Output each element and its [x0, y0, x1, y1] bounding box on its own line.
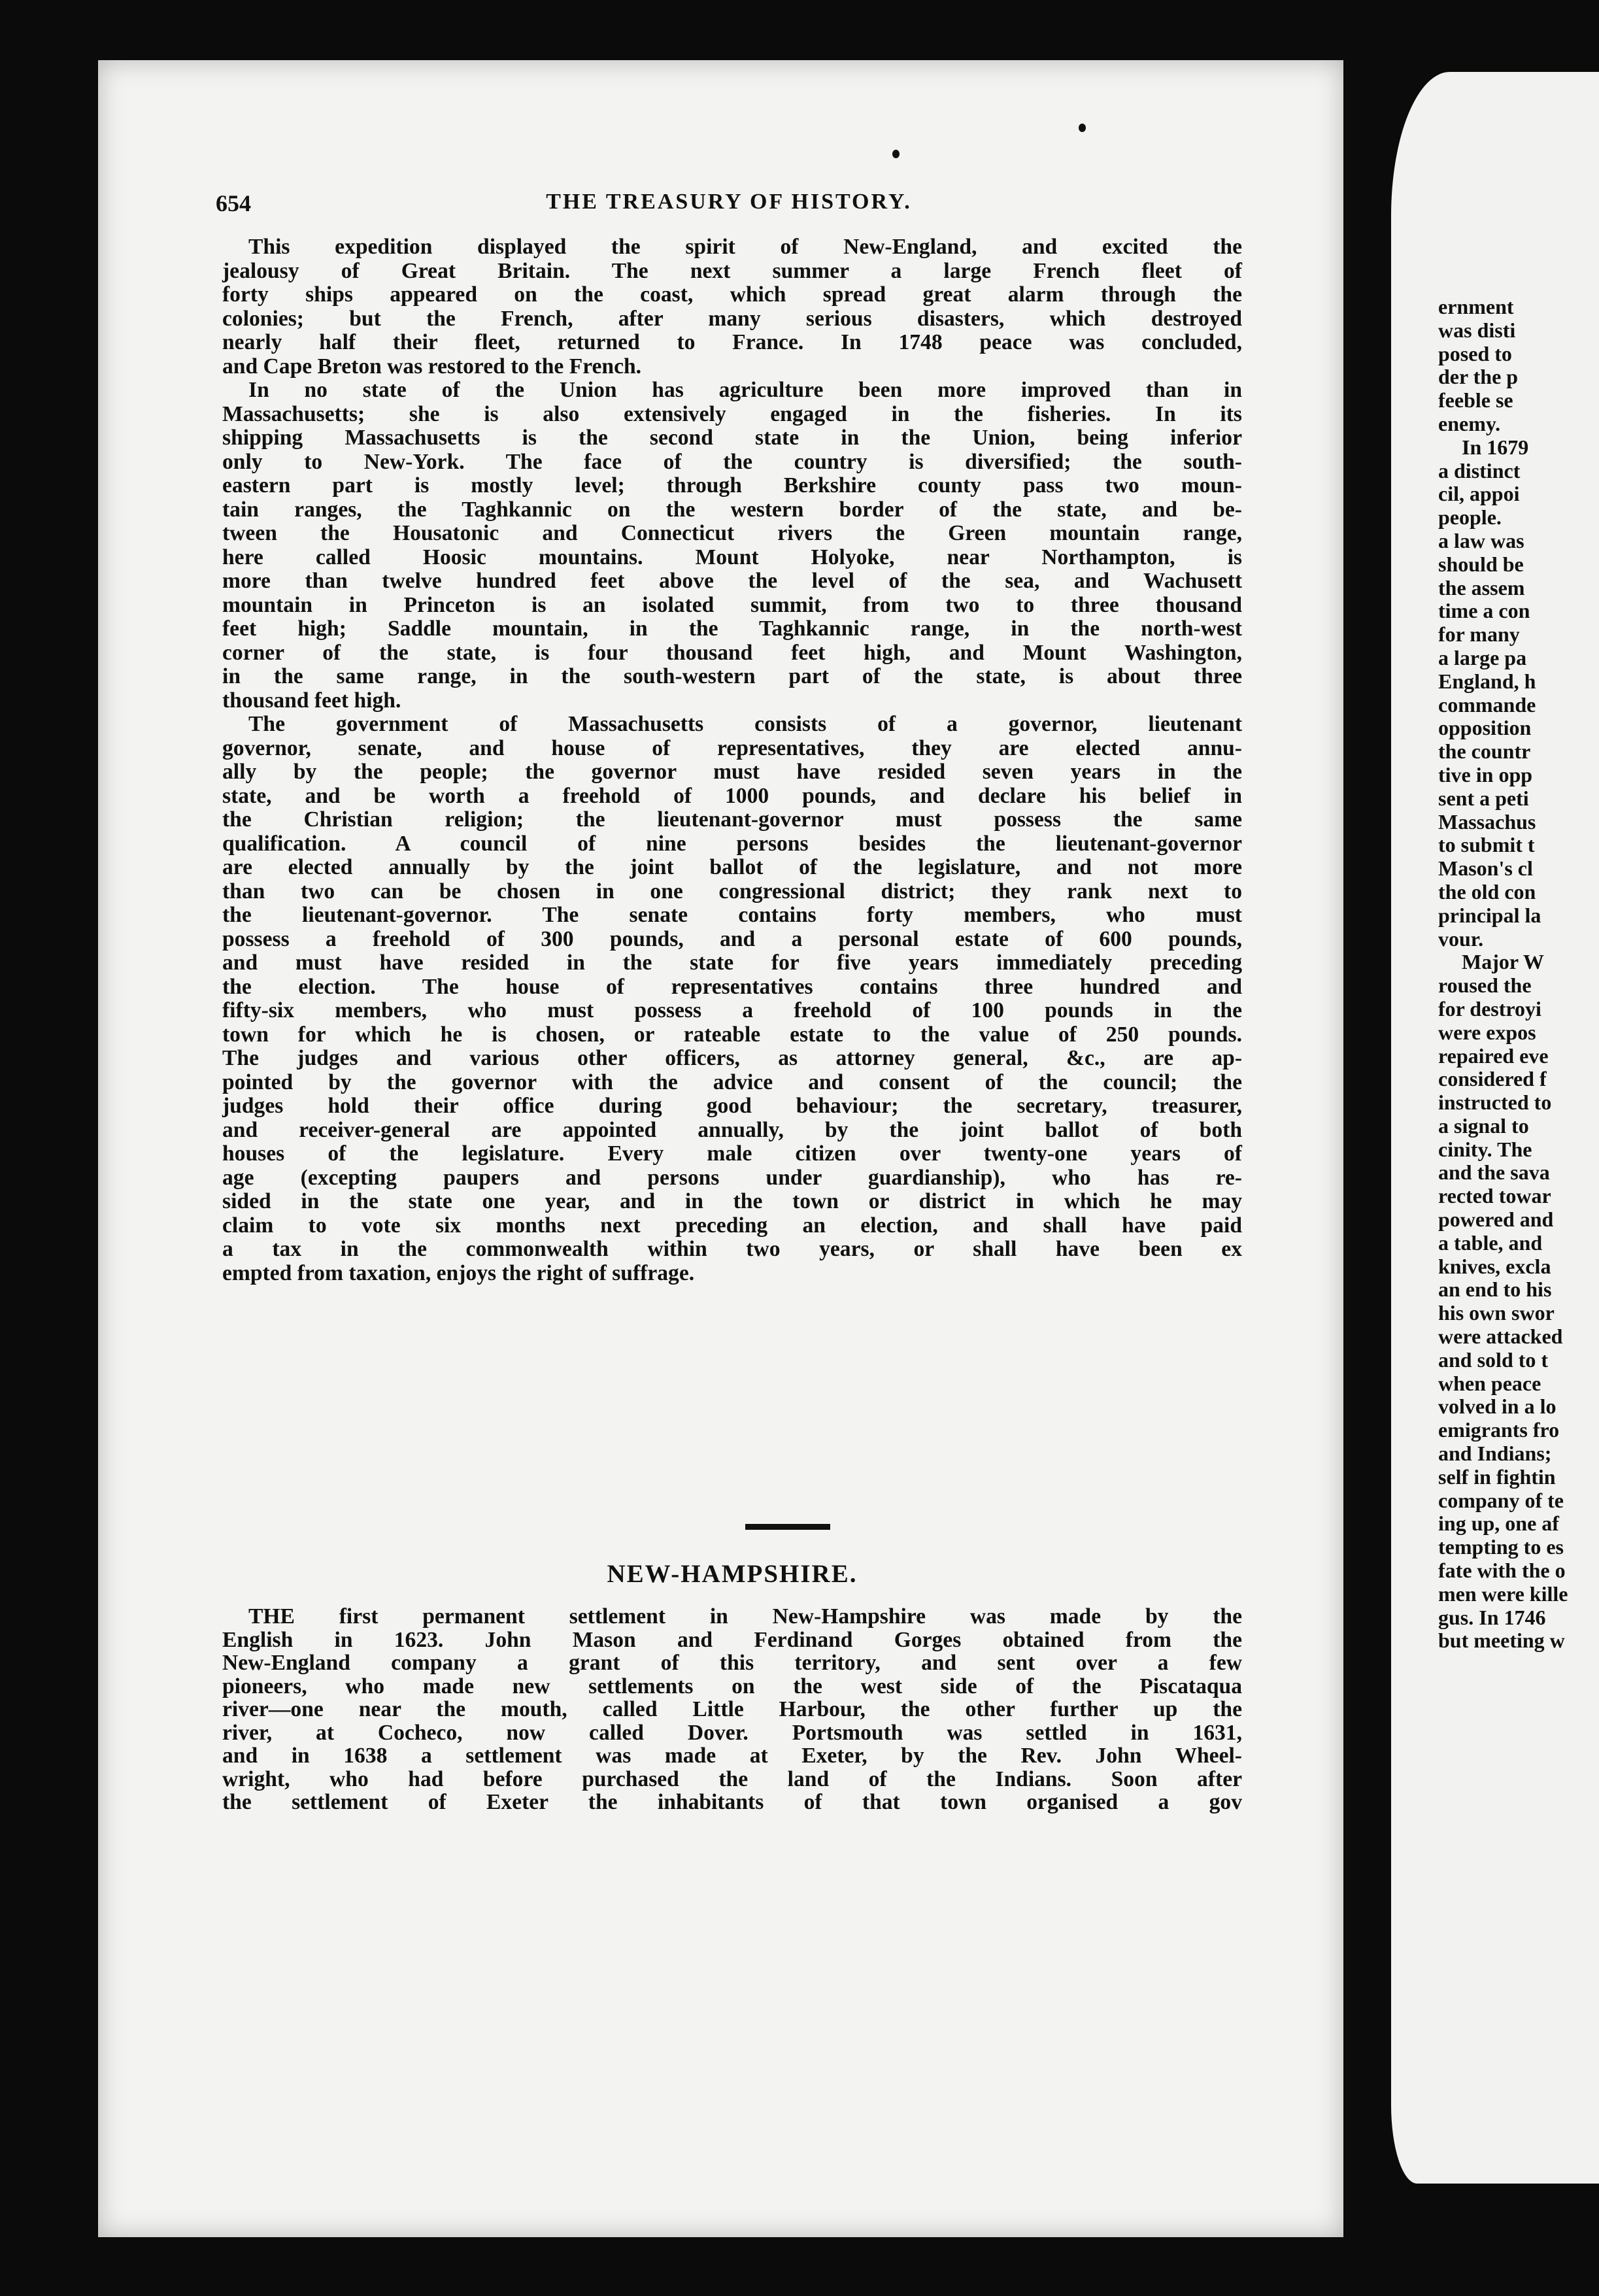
- text-line: repaired eve: [1438, 1043, 1549, 1068]
- text-line: This expedition displayed the spirit of New-England, and excited the: [248, 235, 1242, 259]
- text-line: pioneers, who made new settlements on the west side of the Piscataqua: [222, 1674, 1242, 1698]
- text-line: corner of the state, is four thousand feet high, and Mount Washington,: [222, 640, 1242, 665]
- text-line: thousand feet high.: [222, 688, 401, 713]
- text-line: volved in a lo: [1438, 1394, 1557, 1419]
- text-line: more than twelve hundred feet above the level of the sea, and Wachusett: [222, 569, 1242, 593]
- text-line: the countr: [1438, 739, 1531, 764]
- text-line: opposition: [1438, 716, 1532, 740]
- right-page-text: [1438, 295, 1599, 1653]
- text-line: tween the Housatonic and Connecticut rivers the Green mountain range,: [222, 521, 1242, 545]
- text-line: a table, and: [1438, 1230, 1543, 1255]
- text-line: posed to: [1438, 341, 1512, 365]
- text-line: the old con: [1438, 879, 1536, 903]
- text-line: tempting to es: [1438, 1535, 1564, 1559]
- text-line: were attacked: [1438, 1325, 1563, 1349]
- page-number: 654: [216, 190, 251, 216]
- text-line: vour.: [1438, 926, 1484, 951]
- text-line: cil, appoi: [1438, 482, 1520, 506]
- text-line: sided in the state one year, and in the town or district in which he may: [222, 1189, 1242, 1213]
- text-line: In 1679: [1462, 435, 1529, 459]
- text-line: emigrants fro: [1438, 1418, 1560, 1442]
- text-line: the lieutenant-governor. The senate contains forty members, who must: [222, 903, 1242, 927]
- section-divider: [745, 1524, 830, 1530]
- text-line: claim to vote six months next preceding an election, and shall have paid: [222, 1213, 1242, 1238]
- text-line: fifty-six members, who must possess a freehold of 100 pounds in the: [222, 998, 1242, 1022]
- text-line: a distinct: [1438, 458, 1521, 482]
- text-line: feeble se: [1438, 388, 1513, 413]
- text-line: tain ranges, the Taghkannic on the western border of the state, and be-: [222, 497, 1242, 522]
- text-line: time a con: [1438, 599, 1530, 623]
- text-line: a tax in the commonwealth within two years, or shall have been ex: [222, 1237, 1242, 1261]
- text-line: his own swor: [1438, 1301, 1555, 1325]
- text-line: feet high; Saddle mountain, in the Taghkannic range, in the north-west: [222, 616, 1242, 641]
- text-line: and Indians;: [1438, 1442, 1552, 1466]
- text-line: should be: [1438, 552, 1524, 576]
- text-line: ing up, one af: [1438, 1511, 1559, 1536]
- text-line: governor, senate, and house of representatives, they are elected annu-: [222, 735, 1242, 760]
- running-head: [216, 190, 1242, 229]
- text-line: than two can be chosen in one congressional district; they rank next to: [222, 879, 1242, 903]
- text-line: qualification. A council of nine persons besides the lieutenant-governor: [222, 831, 1242, 856]
- text-line: pointed by the governor with the advice and consent of the council; the: [222, 1070, 1242, 1094]
- text-line: for many: [1438, 622, 1520, 647]
- text-line: considered f: [1438, 1067, 1547, 1091]
- text-line: eastern part is mostly level; through Berkshire county pass two moun-: [222, 473, 1242, 498]
- text-line: colonies; but the French, after many serious disasters, which destroyed: [222, 306, 1242, 331]
- text-line: der the p: [1438, 365, 1519, 389]
- text-line: The judges and various other officers, as attorney general, &c., are ap-: [222, 1046, 1242, 1070]
- text-line: cinity. The: [1438, 1137, 1532, 1161]
- text-line: a law was: [1438, 528, 1524, 552]
- text-line: New-England company a grant of this territory, and sent over a few: [222, 1651, 1242, 1675]
- text-line: instructed to: [1438, 1090, 1552, 1115]
- text-line: town for which he is chosen, or rateable estate to the value of 250 pounds.: [222, 1022, 1242, 1047]
- text-line: Major W: [1462, 950, 1544, 974]
- text-line: nearly half their fleet, returned to France. In 1748 peace was concluded,: [222, 330, 1242, 354]
- text-line: ernment: [1438, 295, 1514, 318]
- text-line: roused the: [1438, 973, 1532, 998]
- text-line: rected towar: [1438, 1184, 1551, 1208]
- text-line: English in 1623. John Mason and Ferdinand Gorges obtained from the: [222, 1627, 1242, 1652]
- paragraph: [222, 379, 1242, 713]
- text-line: houses of the legislature. Every male citizen over twenty-one years of: [222, 1141, 1242, 1166]
- text-line: to submit t: [1438, 833, 1535, 857]
- paragraph: [222, 713, 1242, 1285]
- text-line: men were kille: [1438, 1581, 1568, 1606]
- text-line: sent a peti: [1438, 786, 1529, 810]
- text-line: age (excepting paupers and persons under guardianship), who has re-: [222, 1165, 1242, 1190]
- text-line: and in 1638 a settlement was made at Exeter, by the Rev. John Wheel-: [222, 1744, 1242, 1768]
- text-line: THE first permanent settlement in New-Hampshire was made by the: [248, 1604, 1242, 1629]
- text-line: and sold to t: [1438, 1347, 1549, 1372]
- ink-spot: [892, 150, 900, 158]
- text-line: judges hold their office during good behaviour; the secretary, treasurer,: [222, 1094, 1242, 1118]
- text-line: enemy.: [1438, 411, 1501, 435]
- text-line: Massachusetts; she is also extensively engaged in the fisheries. In its: [222, 401, 1242, 426]
- text-line: state, and be worth a freehold of 1000 pounds, and declare his belief in: [222, 783, 1242, 808]
- text-line: an end to his: [1438, 1277, 1552, 1302]
- text-line: shipping Massachusetts is the second state in the Union, being inferior: [222, 426, 1242, 450]
- text-line: England, h: [1438, 669, 1536, 693]
- text-line: wright, who had before purchased the land of the Indians. Soon after: [222, 1766, 1242, 1791]
- section-heading: NEW-HAMPSHIRE.: [607, 1560, 858, 1588]
- text-line: river, at Cocheco, now called Dover. Portsmouth was settled in 1631,: [222, 1720, 1242, 1745]
- text-line: and the sava: [1438, 1160, 1550, 1185]
- text-line: company of te: [1438, 1488, 1564, 1512]
- text-line: powered and: [1438, 1207, 1554, 1232]
- text-line: the assem: [1438, 575, 1525, 599]
- text-line: principal la: [1438, 903, 1541, 927]
- text-line: tive in opp: [1438, 762, 1533, 786]
- text-line: and must have resided in the state for five years immediately preceding: [222, 951, 1242, 975]
- text-line: a signal to: [1438, 1113, 1529, 1138]
- text-line: The government of Massachusetts consists of a governor, lieutenant: [248, 712, 1242, 736]
- text-line: for destroyi: [1438, 996, 1541, 1021]
- text-line: fate with the o: [1438, 1559, 1566, 1583]
- text-line: empted from taxation, enjoys the right of suffrage.: [222, 1260, 695, 1285]
- text-line: the settlement of Exeter the inhabitants of that town organised a gov: [222, 1790, 1242, 1814]
- text-line: when peace: [1438, 1371, 1541, 1395]
- text-line: was disti: [1438, 318, 1516, 342]
- text-line: self in fightin: [1438, 1464, 1556, 1489]
- paragraph: [222, 235, 1242, 379]
- text-line: knives, excla: [1438, 1254, 1551, 1278]
- text-line: commande: [1438, 692, 1536, 717]
- text-line: but meeting w: [1438, 1629, 1565, 1653]
- text-line: Massachus: [1438, 809, 1536, 834]
- text-line: were expos: [1438, 1020, 1536, 1044]
- text-line: and receiver-general are appointed annually, by the joint ballot of both: [222, 1117, 1242, 1142]
- ink-spot: [1079, 124, 1086, 132]
- text-line: river—one near the mouth, called Little Harbour, the other further up the: [222, 1697, 1242, 1721]
- text-line: possess a freehold of 300 pounds, and a personal estate of 600 pounds,: [222, 926, 1242, 951]
- text-line: jealousy of Great Britain. The next summer a large French fleet of: [222, 258, 1242, 283]
- text-line: only to New-York. The face of the country is diversified; the south-: [222, 449, 1242, 474]
- text-line: gus. In 1746: [1438, 1605, 1546, 1629]
- text-line: and Cape Breton was restored to the French.: [222, 354, 642, 379]
- running-title: THE TREASURY OF HISTORY.: [546, 190, 912, 214]
- text-line: mountain in Princeton is an isolated summit, from two to three thousand: [222, 592, 1242, 617]
- text-line: the election. The house of representatives contains three hundred and: [222, 974, 1242, 999]
- text-line: people.: [1438, 505, 1502, 530]
- text-line: the Christian religion; the lieutenant-governor must possess the same: [222, 807, 1242, 832]
- text-line: ally by the people; the governor must have resided seven years in the: [222, 760, 1242, 784]
- text-line: here called Hoosic mountains. Mount Holyoke, near Northampton, is: [222, 545, 1242, 569]
- text-line: In no state of the Union has agriculture been more improved than in: [248, 378, 1242, 402]
- text-line: are elected annually by the joint ballot of the legislature, and not more: [222, 855, 1242, 879]
- text-line: a large pa: [1438, 645, 1527, 669]
- text-line: forty ships appeared on the coast, which spread great alarm through the: [222, 282, 1242, 307]
- text-line: in the same range, in the south-western part of the state, is about three: [222, 664, 1242, 688]
- article-body: [222, 235, 1242, 1285]
- text-line: Mason's cl: [1438, 856, 1533, 881]
- section-body: [222, 1605, 1242, 1814]
